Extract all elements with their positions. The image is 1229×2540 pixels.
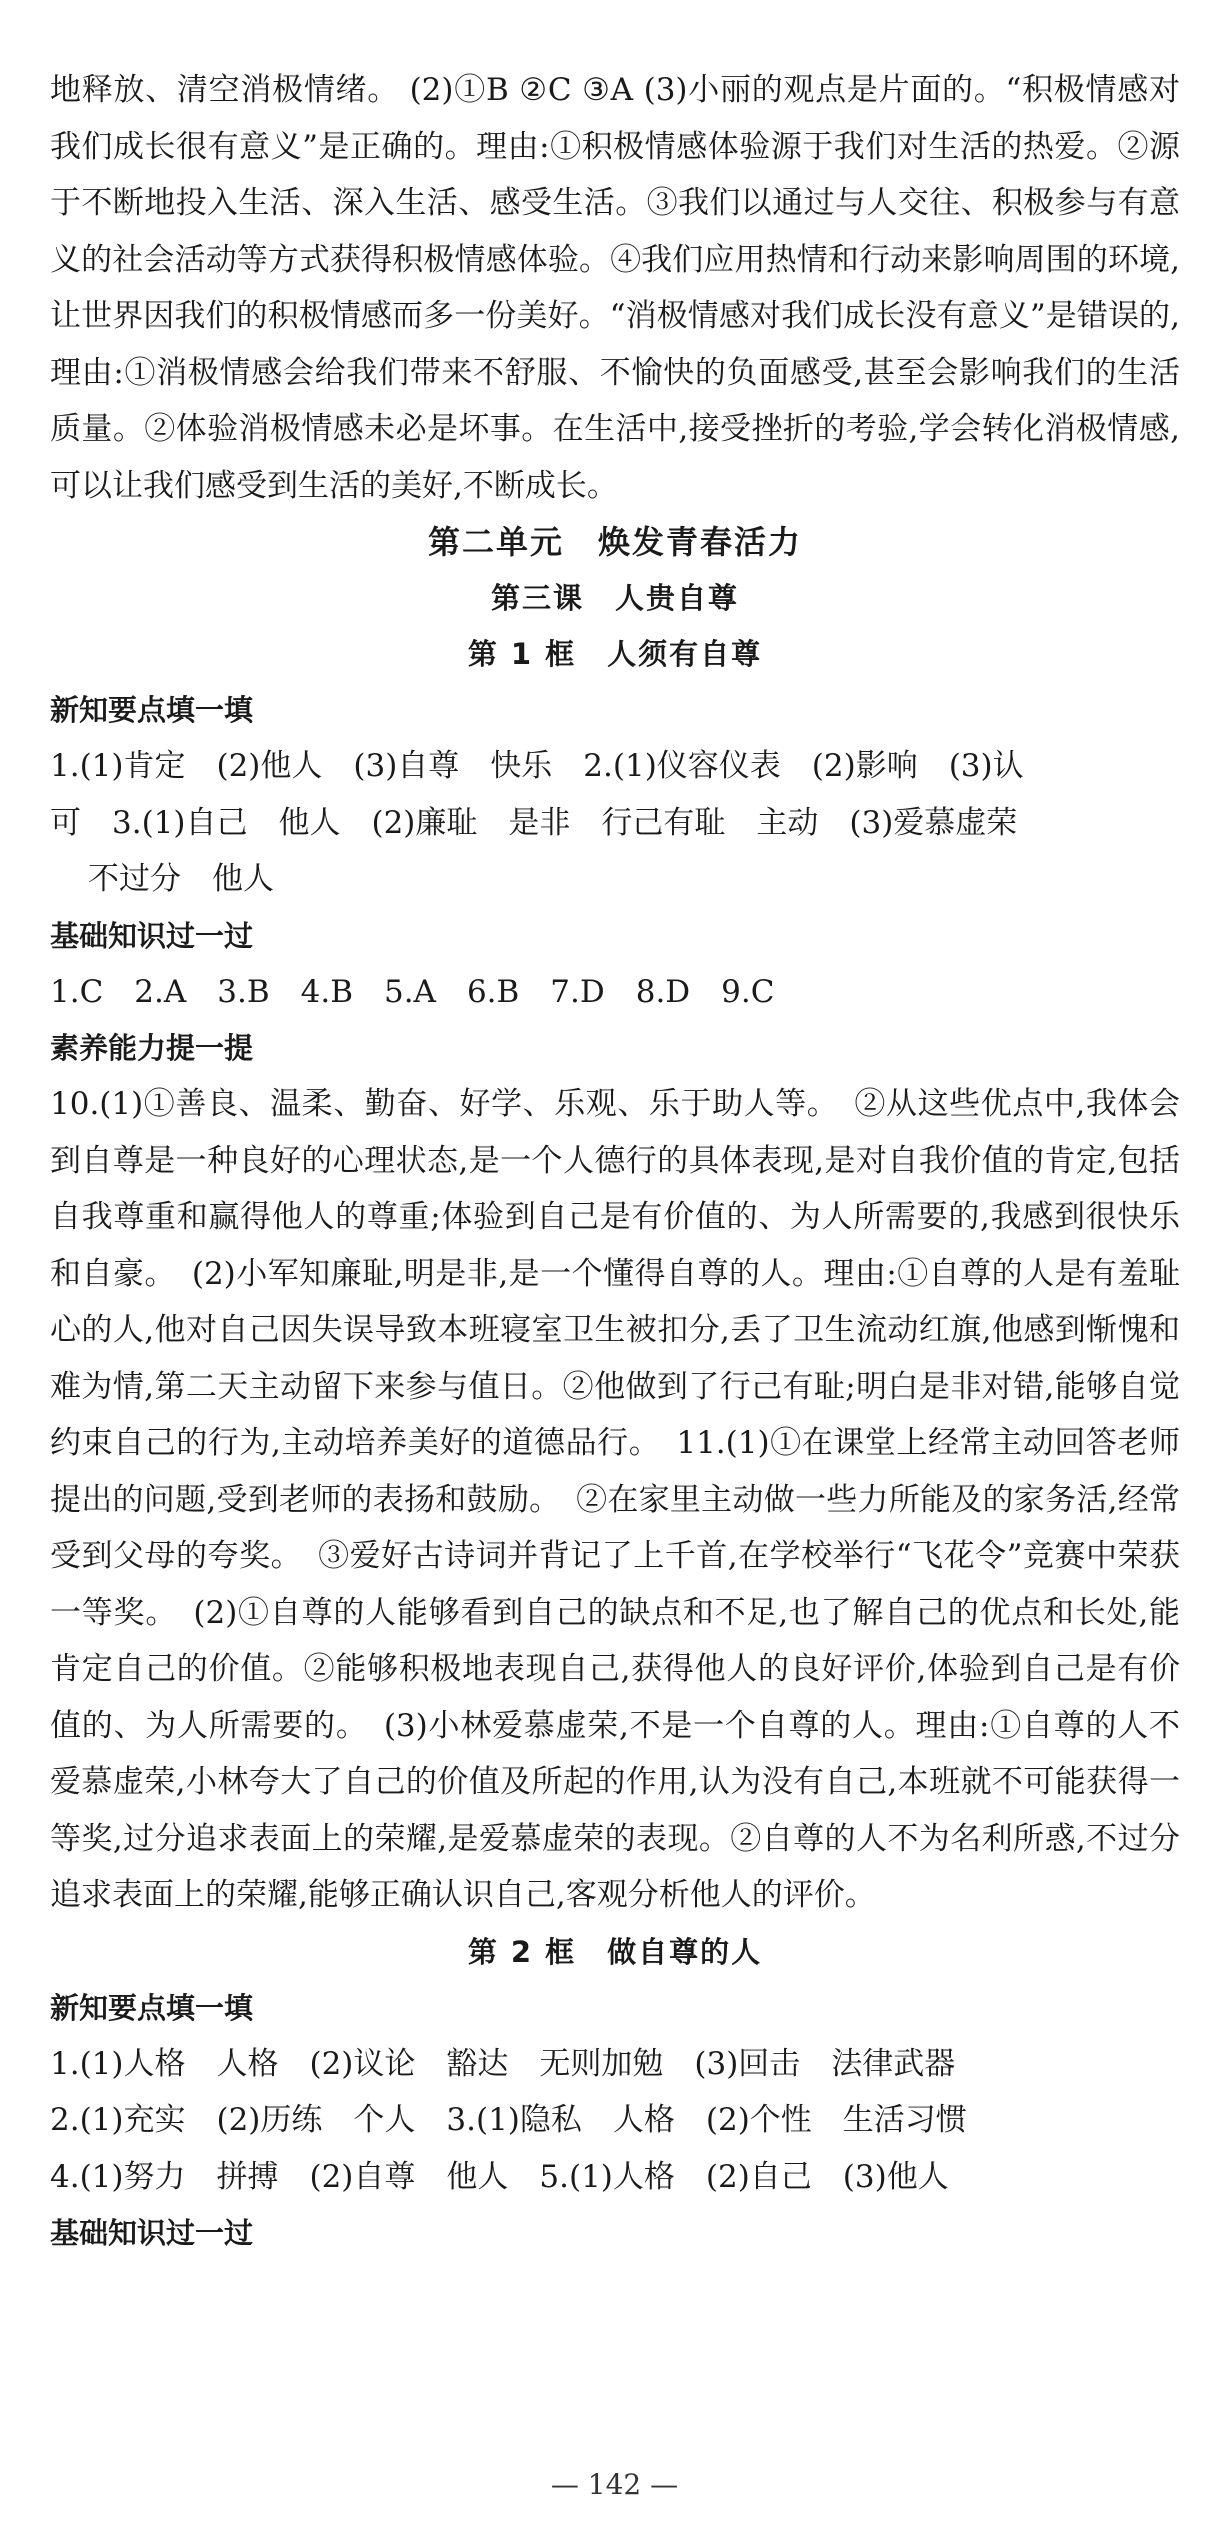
frame1-basic-heading: 基础知识过一过 bbox=[50, 918, 254, 953]
page-number: — 142 — bbox=[550, 2468, 679, 2501]
frame2-title: 第 2 框 做自尊的人 bbox=[467, 1934, 763, 1969]
frame1-ability-paragraph: 10.(1)①善良、温柔、勤奋、好学、乐观、乐于助人等。 ②从这些优点中,我体会到自尊是一种良好的心理状态,是一个人德行的具体表现,是对自我价值的肯定,包括自我尊重和赢得他人的尊重;体验到自己是有价值的、为人所需要的,我感到很快乐和自豪。 (2)小军知廉耻,明是非,是一个懂得自尊的人。理由:①自尊的人是有羞耻心的人,他对自己因失误导致本班寝室卫生被扣分,丢了卫生流动红旗,他感到惭愧和难为情,第二天主动留下来参与值日。②他做到了行己有耻;明白是非对错,能够自觉约束自己的行为,主动培养美好的道德品行。 11.(1)①在课堂上经常主动回答老师提出的问题,受到老师的表扬和鼓励。 ②在家里主动做一些力所能及的家务活,经常受到父母的夸奖。 ③爱好古诗词并背记了上千首,在学校举行“飞花令”竞赛中荣获一等奖。 (2)①自尊的人能够看到自己的缺点和不足,也了解自己的优点和长处,能肯定自己的价值。②能够积极地表现自己,获得他人的良好评价,体验到自己是有价值的、为人所需要的。 (3)小林爱慕虚荣,不是一个自尊的人。理由:①自尊的人不爱慕虚荣,小林夸大了自己的价值及所起的作用,认为没有自己,本班就不可能获得一等奖,过分追求表面上的荣耀,是爱慕虚荣的表现。②自尊的人不为名利所惑,不过分追求表面上的荣耀,能够正确认识自己,客观分析他人的评价。 bbox=[50, 1086, 1180, 1913]
frame1-title: 第 1 框 人须有自尊 bbox=[467, 637, 763, 671]
frame1-fill-line-1: 1.(1)肯定 (2)他人 (3)自尊 快乐 2.(1)仪容仪表 (2)影响 (3)认 bbox=[50, 748, 1024, 784]
frame1-fill-heading: 新知要点填一填 bbox=[50, 693, 254, 727]
frame2-basic-heading: 基础知识过一过 bbox=[50, 2216, 254, 2250]
frame2-fill-line-1: 1.(1)人格 人格 (2)议论 豁达 无则加勉 (3)回击 法律武器 bbox=[50, 2045, 956, 2082]
answer-page bbox=[50, 62, 1180, 2261]
frame1-fill-line-3: 不过分 他人 bbox=[88, 861, 274, 897]
unit-title: 第二单元 焕发青春活力 bbox=[427, 523, 802, 561]
frame2-fill-line-2: 2.(1)充实 (2)历练 个人 3.(1)隐私 人格 (2)个性 生活习惯 bbox=[50, 2102, 967, 2138]
frame1-ability-heading: 素养能力提一提 bbox=[50, 1031, 254, 1065]
frame1-fill-line-2: 可 3.(1)自己 他人 (2)廉耻 是非 行己有耻 主动 (3)爱慕虚荣 bbox=[50, 804, 1018, 841]
frame2-fill-heading: 新知要点填一填 bbox=[50, 1990, 254, 2025]
intro-paragraph: 地释放、清空消极情绪。 (2)①B ②C ③A (3)小丽的观点是片面的。“积极情感对我们成长很有意义”是正确的。理由:①积极情感体验源于我们对生活的热爱。②源于不断地投入生活、深入生活、感受生活。③我们以通过与人交往、积极参与有意义的社会活动等方式获得积极情感体验。④我们应用热情和行动来影响周围的环境,让世界因我们的积极情感而多一份美好。“消极情感对我们成长没有意义”是错误的,理由:①消极情感会给我们带来不舒服、不愉快的负面感受,甚至会影响我们的生活质量。②体验消极情感未必是坏事。在生活中,接受挫折的考验,学会转化消极情感,可以让我们感受到生活的美好,不断成长。 bbox=[50, 72, 1180, 504]
lesson-title: 第三课 人贵自尊 bbox=[490, 581, 739, 615]
frame2-fill-line-3: 4.(1)努力 拼搏 (2)自尊 他人 5.(1)人格 (2)自己 (3)他人 bbox=[50, 2158, 949, 2195]
frame1-basic-answers: 1.C 2.A 3.B 4.B 5.A 6.B 7.D 8.D 9.C bbox=[50, 973, 775, 1010]
